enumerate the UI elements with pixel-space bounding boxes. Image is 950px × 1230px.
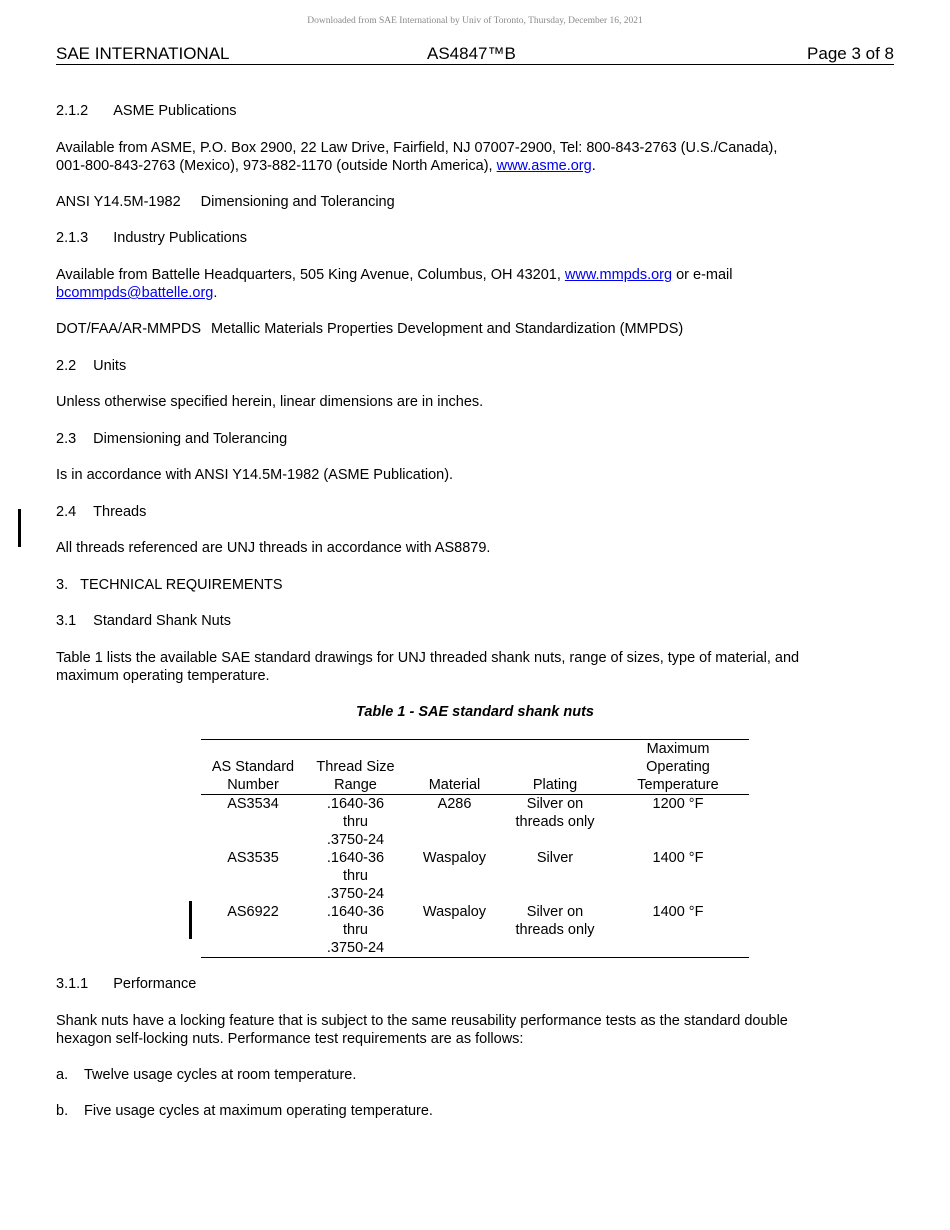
plating-line: Silver — [536, 850, 574, 866]
battelle-paragraph — [56, 266, 894, 302]
reference-code: DOT/FAA/AR-MMPDS — [56, 321, 202, 337]
column-header — [607, 740, 749, 795]
section-title: ASME Publications — [113, 103, 237, 119]
reference-code: ANSI Y14.5M-1982 — [56, 194, 181, 210]
section-title: Industry Publications — [113, 230, 248, 246]
range-line: thru — [343, 922, 368, 938]
header-page-number: Page 3 of 8 — [807, 44, 894, 63]
paragraph-line: Table 1 lists the available SAE standard drawings for UNJ threaded shank nuts, range of sizes, type of material, and — [56, 650, 800, 666]
column-header — [406, 740, 503, 795]
table-row — [201, 903, 749, 958]
section-heading — [56, 102, 237, 120]
section-title: Standard Shank Nuts — [93, 613, 232, 629]
range-line: .3750-24 — [326, 940, 385, 956]
text: Available from Battelle Headquarters, 505 King Avenue, Columbus, OH 43201, — [56, 267, 565, 283]
page-header — [56, 44, 894, 65]
reference-title: Dimensioning and Tolerancing — [200, 194, 395, 210]
section-heading — [56, 229, 247, 247]
range-line: .3750-24 — [326, 832, 385, 848]
table-caption: Table 1 - SAE standard shank nuts — [356, 704, 594, 720]
header-publisher: SAE INTERNATIONAL — [56, 44, 230, 63]
plating-line: Silver on — [526, 904, 584, 920]
shank-nuts-table — [201, 739, 749, 958]
header-line: Maximum — [646, 741, 710, 757]
header-line: Operating — [646, 759, 710, 775]
header-line: AS Standard — [211, 759, 295, 775]
text: 001-800-843-2763 (Mexico), 973-882-1170 (outside North America), — [56, 158, 497, 174]
table-row — [201, 849, 749, 903]
section-number: 3.1.1 — [56, 976, 89, 992]
list-marker: a. — [56, 1067, 69, 1083]
header-line: Number — [227, 777, 279, 793]
header-document-id: AS4847™B — [427, 44, 516, 63]
email-link[interactable]: bcommpds@battelle.org — [56, 285, 214, 301]
asme-paragraph — [56, 139, 894, 175]
section-number: 3. — [56, 577, 69, 593]
cell-material: Waspaloy — [406, 903, 503, 958]
header-line: Temperature — [637, 777, 719, 793]
section-number: 2.4 — [56, 504, 77, 520]
paragraph: All threads referenced are UNJ threads in accordance with AS8879. — [56, 540, 491, 556]
section-heading — [56, 576, 283, 594]
performance-paragraph — [56, 1012, 894, 1048]
cell-number: AS3534 — [227, 796, 279, 812]
table-row — [201, 795, 749, 850]
paragraph-line: hexagon self-locking nuts. Performance test requirements are as follows: — [56, 1031, 524, 1047]
header-line: Range — [334, 777, 377, 793]
column-header — [305, 740, 406, 795]
section-number: 2.1.3 — [56, 230, 89, 246]
change-bar — [189, 901, 192, 939]
cell-plating — [503, 903, 607, 958]
text: . — [591, 158, 596, 174]
table-header-row — [201, 740, 749, 795]
section-title: TECHNICAL REQUIREMENTS — [80, 577, 283, 593]
cell-material: Waspaloy — [422, 850, 487, 866]
column-header — [503, 740, 607, 795]
cell-range — [305, 795, 406, 850]
paragraph-line: Available from ASME, P.O. Box 2900, 22 Law Drive, Fairfield, NJ 07007-2900, Tel: 800-843-2763 (U.S./Canada), — [56, 140, 778, 156]
cell-range — [305, 849, 406, 903]
header-line: Material — [428, 777, 481, 793]
section-heading — [56, 612, 231, 630]
mmpds-link[interactable]: www.mmpds.org — [564, 267, 673, 283]
range-line: .1640-36 — [326, 904, 385, 920]
section-title: Performance — [113, 976, 197, 992]
range-line: thru — [343, 868, 368, 884]
section-number: 2.3 — [56, 431, 77, 447]
section-title: Units — [93, 358, 127, 374]
cell-temperature: 1400 °F — [652, 850, 704, 866]
plating-line: threads only — [515, 922, 595, 938]
cell-number: AS6922 — [201, 903, 305, 958]
cell-temperature: 1400 °F — [607, 903, 749, 958]
section-number: 3.1 — [56, 613, 77, 629]
reference-entry — [56, 320, 683, 338]
table-intro-paragraph — [56, 649, 894, 685]
section-number: 2.1.2 — [56, 103, 89, 119]
paragraph-line — [56, 157, 894, 175]
header-line: Plating — [532, 777, 578, 793]
asme-link[interactable]: www.asme.org — [496, 158, 592, 174]
cell-plating — [503, 849, 607, 903]
section-heading — [56, 503, 146, 521]
column-header — [201, 740, 305, 795]
list-item — [56, 1066, 356, 1084]
paragraph-line: Shank nuts have a locking feature that is subject to the same reusability performance tests as the standard double — [56, 1013, 788, 1029]
plating-line: Silver on — [526, 796, 584, 812]
list-item — [56, 1102, 433, 1120]
range-line: thru — [343, 814, 368, 830]
section-title: Threads — [93, 504, 147, 520]
range-line: .3750-24 — [326, 886, 385, 902]
section-heading — [56, 975, 196, 993]
plating-line: threads only — [515, 814, 595, 830]
reference-title: Metallic Materials Properties Development and Standardization (MMPDS) — [211, 321, 684, 337]
section-number: 2.2 — [56, 358, 77, 374]
cell-range — [305, 903, 406, 958]
paragraph-line — [56, 266, 894, 284]
cell-plating — [503, 795, 607, 850]
paragraph: Unless otherwise specified herein, linear dimensions are in inches. — [56, 394, 484, 410]
section-heading — [56, 430, 287, 448]
section-heading — [56, 357, 126, 375]
header-line: Thread Size — [316, 759, 395, 775]
range-line: .1640-36 — [326, 796, 385, 812]
text: . — [213, 285, 218, 301]
cell-material: A286 — [437, 796, 472, 812]
section-title: Dimensioning and Tolerancing — [93, 431, 288, 447]
range-line: .1640-36 — [326, 850, 385, 866]
cell-temperature: 1200 °F — [652, 796, 704, 812]
cell-number: AS3535 — [227, 850, 279, 866]
list-text: Twelve usage cycles at room temperature. — [84, 1067, 357, 1083]
paragraph: Is in accordance with ANSI Y14.5M-1982 (ASME Publication). — [56, 467, 454, 483]
list-marker: b. — [56, 1103, 69, 1119]
download-watermark: Downloaded from SAE International by Univ of Toronto, Thursday, December 16, 2021 — [307, 16, 643, 26]
paragraph-line: maximum operating temperature. — [56, 668, 270, 684]
paragraph-line — [56, 284, 894, 302]
text: or e-mail — [672, 267, 733, 283]
list-text: Five usage cycles at maximum operating temperature. — [84, 1103, 433, 1119]
change-bar — [18, 509, 21, 547]
reference-entry — [56, 193, 395, 211]
